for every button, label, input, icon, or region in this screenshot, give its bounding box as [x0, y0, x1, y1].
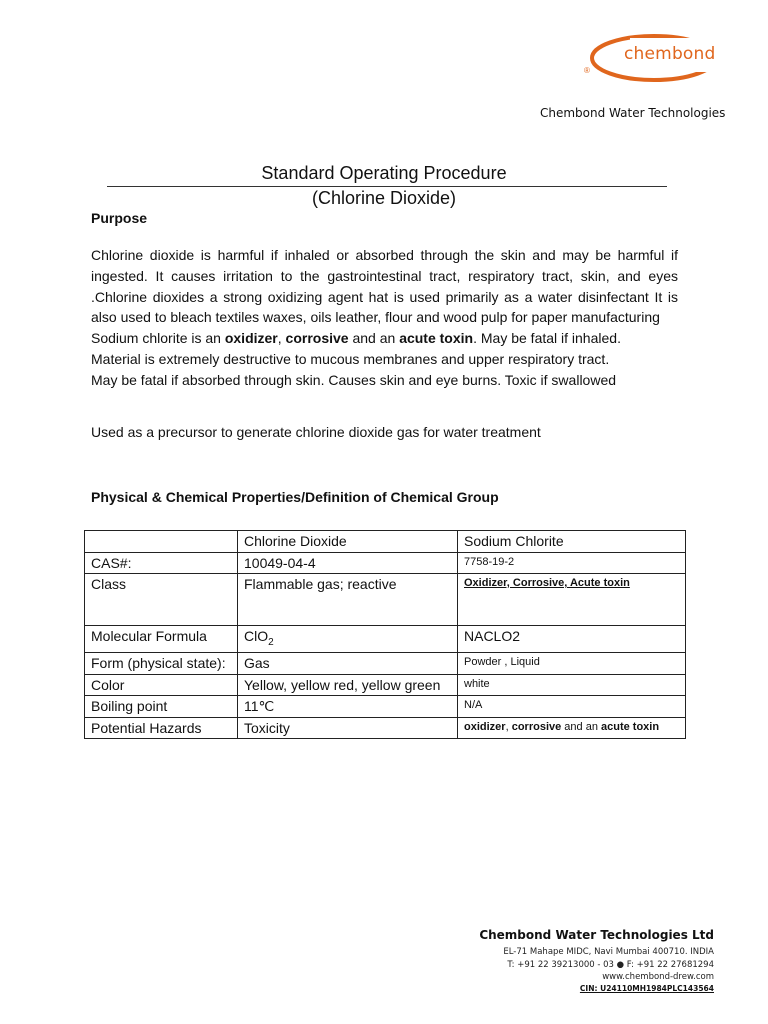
oxidizer-term: oxidizer: [224, 330, 278, 347]
sodium-prefix: Sodium chlorite is an: [91, 330, 225, 347]
formula-main: ClO: [244, 628, 269, 644]
cell-sc: Powder , Liquid: [458, 653, 686, 675]
footer-phone: T: +91 22 39213000 - 03 ● F: +91 22 27681294: [507, 959, 714, 970]
and-an: and an: [348, 330, 400, 347]
purpose-text-line2: Material is extremely destructive to mucous membranes and upper respiratory tract.: [91, 350, 610, 367]
purpose-sodium-line: [91, 328, 678, 349]
row-label: Class: [85, 574, 238, 626]
formula-sub: 2: [268, 636, 274, 648]
cell-sc: [458, 717, 686, 739]
purpose-paragraph-2: Used as a precursor to generate chlorine dioxide gas for water treatment: [91, 424, 541, 440]
cell-cd: [238, 626, 458, 653]
header-cell-empty: [85, 531, 238, 553]
page-subtitle: (Chlorine Dioxide): [311, 188, 457, 208]
purpose-paragraph: [91, 245, 678, 391]
page-title: Standard Operating Procedure: [261, 163, 507, 183]
title-rule: [107, 186, 667, 187]
footer-company-name: Chembond Water Technologies Ltd: [479, 928, 714, 942]
comma: ,: [277, 330, 286, 347]
properties-table: [84, 530, 686, 739]
cell-sc: N/A: [458, 696, 686, 718]
cell-cd: 10049-04-4: [238, 552, 458, 574]
table-row: [85, 717, 686, 739]
table-row: [85, 626, 686, 653]
cell-sc: [458, 574, 686, 626]
cell-cd: Flammable gas; reactive: [238, 574, 458, 626]
hazard-oxidizer: oxidizer: [464, 720, 506, 733]
purpose-heading: Purpose: [91, 210, 148, 226]
properties-heading: Physical & Chemical Properties/Definition of Chemical Group: [91, 489, 499, 505]
purpose-text-line3: May be fatal if absorbed through skin. Causes skin and eye burns. Toxic if swallowed: [91, 371, 617, 388]
and-an: and an: [561, 720, 601, 733]
header-chlorine-dioxide: Chlorine Dioxide: [238, 531, 458, 553]
company-header: Chembond Water Technologies: [540, 106, 726, 120]
row-label: Boiling point: [85, 696, 238, 718]
table-row: [85, 653, 686, 675]
row-label: Form (physical state):: [85, 653, 238, 675]
table-header-row: [85, 531, 686, 553]
comma: ,: [505, 720, 512, 733]
registered-mark: ®: [584, 66, 590, 75]
footer-cin: CIN: U24110MH1984PLC143564: [579, 983, 714, 993]
cell-sc: NACLO2: [458, 626, 686, 653]
hazard-acute-toxin: acute toxin: [601, 720, 660, 733]
table-row: [85, 674, 686, 696]
purpose-text-1: Chlorine dioxide is harmful if inhaled or absorbed through the skin and may be harmful if ingested. It causes irritation to the gastrointestinal tract, respiratory tract, skin, and eyes .Chlorine dioxides a strong oxidizing agent hat is used primarily as a water disinfectant It is also used to bleach textiles waxes, oils leather, flour and wood pulp for paper manufacturing: [91, 247, 678, 326]
sodium-rest: . May be fatal if inhaled.: [473, 330, 621, 347]
cell-cd: 11℃: [238, 696, 458, 718]
logo-text: chembond: [624, 44, 716, 64]
cell-cd: Yellow, yellow red, yellow green: [238, 674, 458, 696]
cell-cd: Toxicity: [238, 717, 458, 739]
row-label: Color: [85, 674, 238, 696]
footer-website: www.chembond-drew.com: [602, 972, 714, 982]
row-label: Potential Hazards: [85, 717, 238, 739]
table-row: [85, 552, 686, 574]
hazard-corrosive: corrosive: [511, 720, 562, 733]
cell-cd: Gas: [238, 653, 458, 675]
cell-sc: white: [458, 674, 686, 696]
table-row: [85, 696, 686, 718]
table-row: [85, 574, 686, 626]
header-sodium-chlorite: Sodium Chlorite: [458, 531, 686, 553]
chembond-logo: [584, 28, 724, 88]
row-label: Molecular Formula: [85, 626, 238, 653]
class-sodium-chlorite: Oxidizer, Corrosive, Acute toxin: [464, 577, 630, 589]
footer-address: EL-71 Mahape MIDC, Navi Mumbai 400710. INDIA: [503, 947, 714, 957]
acute-toxin-term: acute toxin: [399, 330, 474, 347]
corrosive-term: corrosive: [285, 330, 349, 347]
row-label: CAS#:: [85, 552, 238, 574]
cell-sc: 7758-19-2: [458, 552, 686, 574]
footer: [450, 928, 714, 993]
